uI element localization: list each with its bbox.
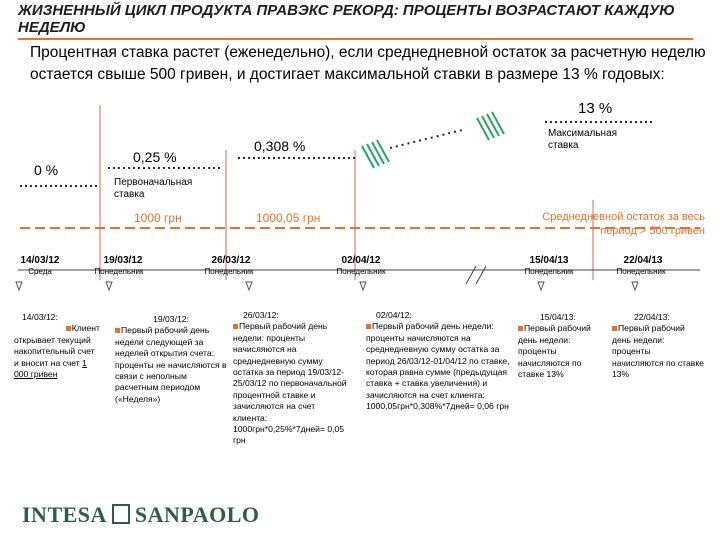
weekday-2: Понедельник (94, 267, 144, 276)
note-3 (233, 310, 351, 447)
note-2-date: 19/03/12: (153, 314, 189, 324)
bullet-icon (66, 326, 71, 331)
date-5: 15/04/13 (529, 255, 569, 266)
axis-break-b (476, 266, 486, 284)
weekday-5: Понедельник (524, 267, 574, 276)
rate-label-initial: 0,25 % (133, 149, 177, 165)
note-6-text: Первый рабочий день недели: проценты начисляются по ставке 13% (612, 323, 704, 380)
note-2-text: Первый рабочий день недели следующей за неделей открытия счета: проценты не начисляются в связи с неполным расчетным периодом («Неделя») (115, 325, 227, 404)
note-6-date: 22/04/13: (634, 312, 670, 322)
note-5-date: 15/04/13: (540, 312, 576, 322)
note-4-date: 02/04/12: (376, 310, 412, 320)
pointer-4 (360, 282, 366, 290)
rate-label-second: 0,308 % (254, 138, 306, 154)
rate-caption-max: Максимальная ставка (548, 128, 618, 151)
brand-mark-icon (112, 504, 130, 524)
axis-break-a (466, 266, 476, 284)
pointer-6 (632, 282, 638, 290)
note-5-text: Первый рабочий день недели: проценты начисляются по ставке 13% (518, 323, 591, 380)
bullet-icon (518, 326, 523, 331)
weekday-6: Понедельник (616, 267, 666, 276)
note-1-amount: 1 000 гривен (14, 357, 87, 380)
balance-label-first: 1000 грн (134, 211, 182, 225)
note-4 (366, 310, 510, 413)
note-3-text: Первый рабочий день недели: проценты начисляются на среднедневную сумму остатка за период 19/03/12-25/03/12 по первоначальной процентной ставке и зачисляются на счет клиента: 1000грн*0,25%*7дней= 0,05 грн (233, 321, 347, 446)
rate-caption-initial: Первоначальная ставка (114, 177, 193, 200)
weekday-4: Понедельник (336, 267, 386, 276)
brand-right: SANPAOLO (134, 502, 260, 527)
weekday-1: Среда (28, 267, 52, 276)
pointer-3 (246, 282, 252, 290)
note-1-text-b: открывает текущий накопительный счет и вносит на счет (14, 334, 95, 368)
intro-text: Процентная ставка растет (еженедельно), если среднедневной остаток за расчетную неделю остается свыше 500 гривен, и достигает максимальной ставки в размере 13 % годовых: (30, 44, 706, 83)
page-title: ЖИЗНЕННЫЙ ЦИКЛ ПРОДУКТА ПРАВЭКС РЕКОРД: ПРОЦЕНТЫ ВОЗРАСТАЮТ КАЖДУЮ НЕДЕЛЮ (18, 2, 675, 36)
brand-left: INTESA (22, 502, 107, 527)
rate-label-zero: 0 % (34, 162, 59, 178)
date-2: 19/03/12 (103, 255, 143, 266)
date-3: 26/03/12 (211, 255, 251, 266)
note-3-date: 26/03/12: (243, 310, 279, 320)
rate-label-max: 13 % (578, 100, 613, 117)
rate-line-rise (390, 130, 462, 148)
note-1 (14, 312, 100, 380)
bullet-icon (115, 328, 120, 333)
balance-label-second: 1000,05 грн (256, 211, 321, 225)
date-4: 02/04/12 (341, 255, 381, 266)
break-mark-1 (362, 140, 389, 168)
weekday-3: Понедельник (204, 267, 254, 276)
date-1: 14/03/12 (20, 255, 60, 266)
note-4-text: Первый рабочий день недели: проценты начисляются на среднедневную сумму остатка за период 26/03/12-01/04/12 по ставке, которая равна сумме (предыдущая ставка + ставка увеличения) и зачисляются на счет клиента: 1000,05грн*0,308%*7дней= 0,06 грн (366, 321, 510, 412)
note-5 (518, 312, 606, 380)
bullet-icon (366, 324, 371, 329)
date-6: 22/04/13 (623, 255, 663, 266)
pointer-2 (106, 282, 112, 290)
note-6 (612, 312, 704, 380)
note-1-date: 14/03/12: (22, 312, 58, 322)
bullet-icon (233, 324, 238, 329)
pointer-5 (538, 282, 544, 290)
bullet-icon (612, 326, 617, 331)
break-mark-2 (477, 112, 504, 140)
note-2 (115, 314, 227, 405)
note-1-text-a: Клиент (71, 323, 100, 334)
pointer-1 (16, 282, 22, 290)
balance-caption: Среднедневной остаток за весь период > 500 гривен (542, 211, 705, 237)
brand-logo (22, 502, 260, 528)
